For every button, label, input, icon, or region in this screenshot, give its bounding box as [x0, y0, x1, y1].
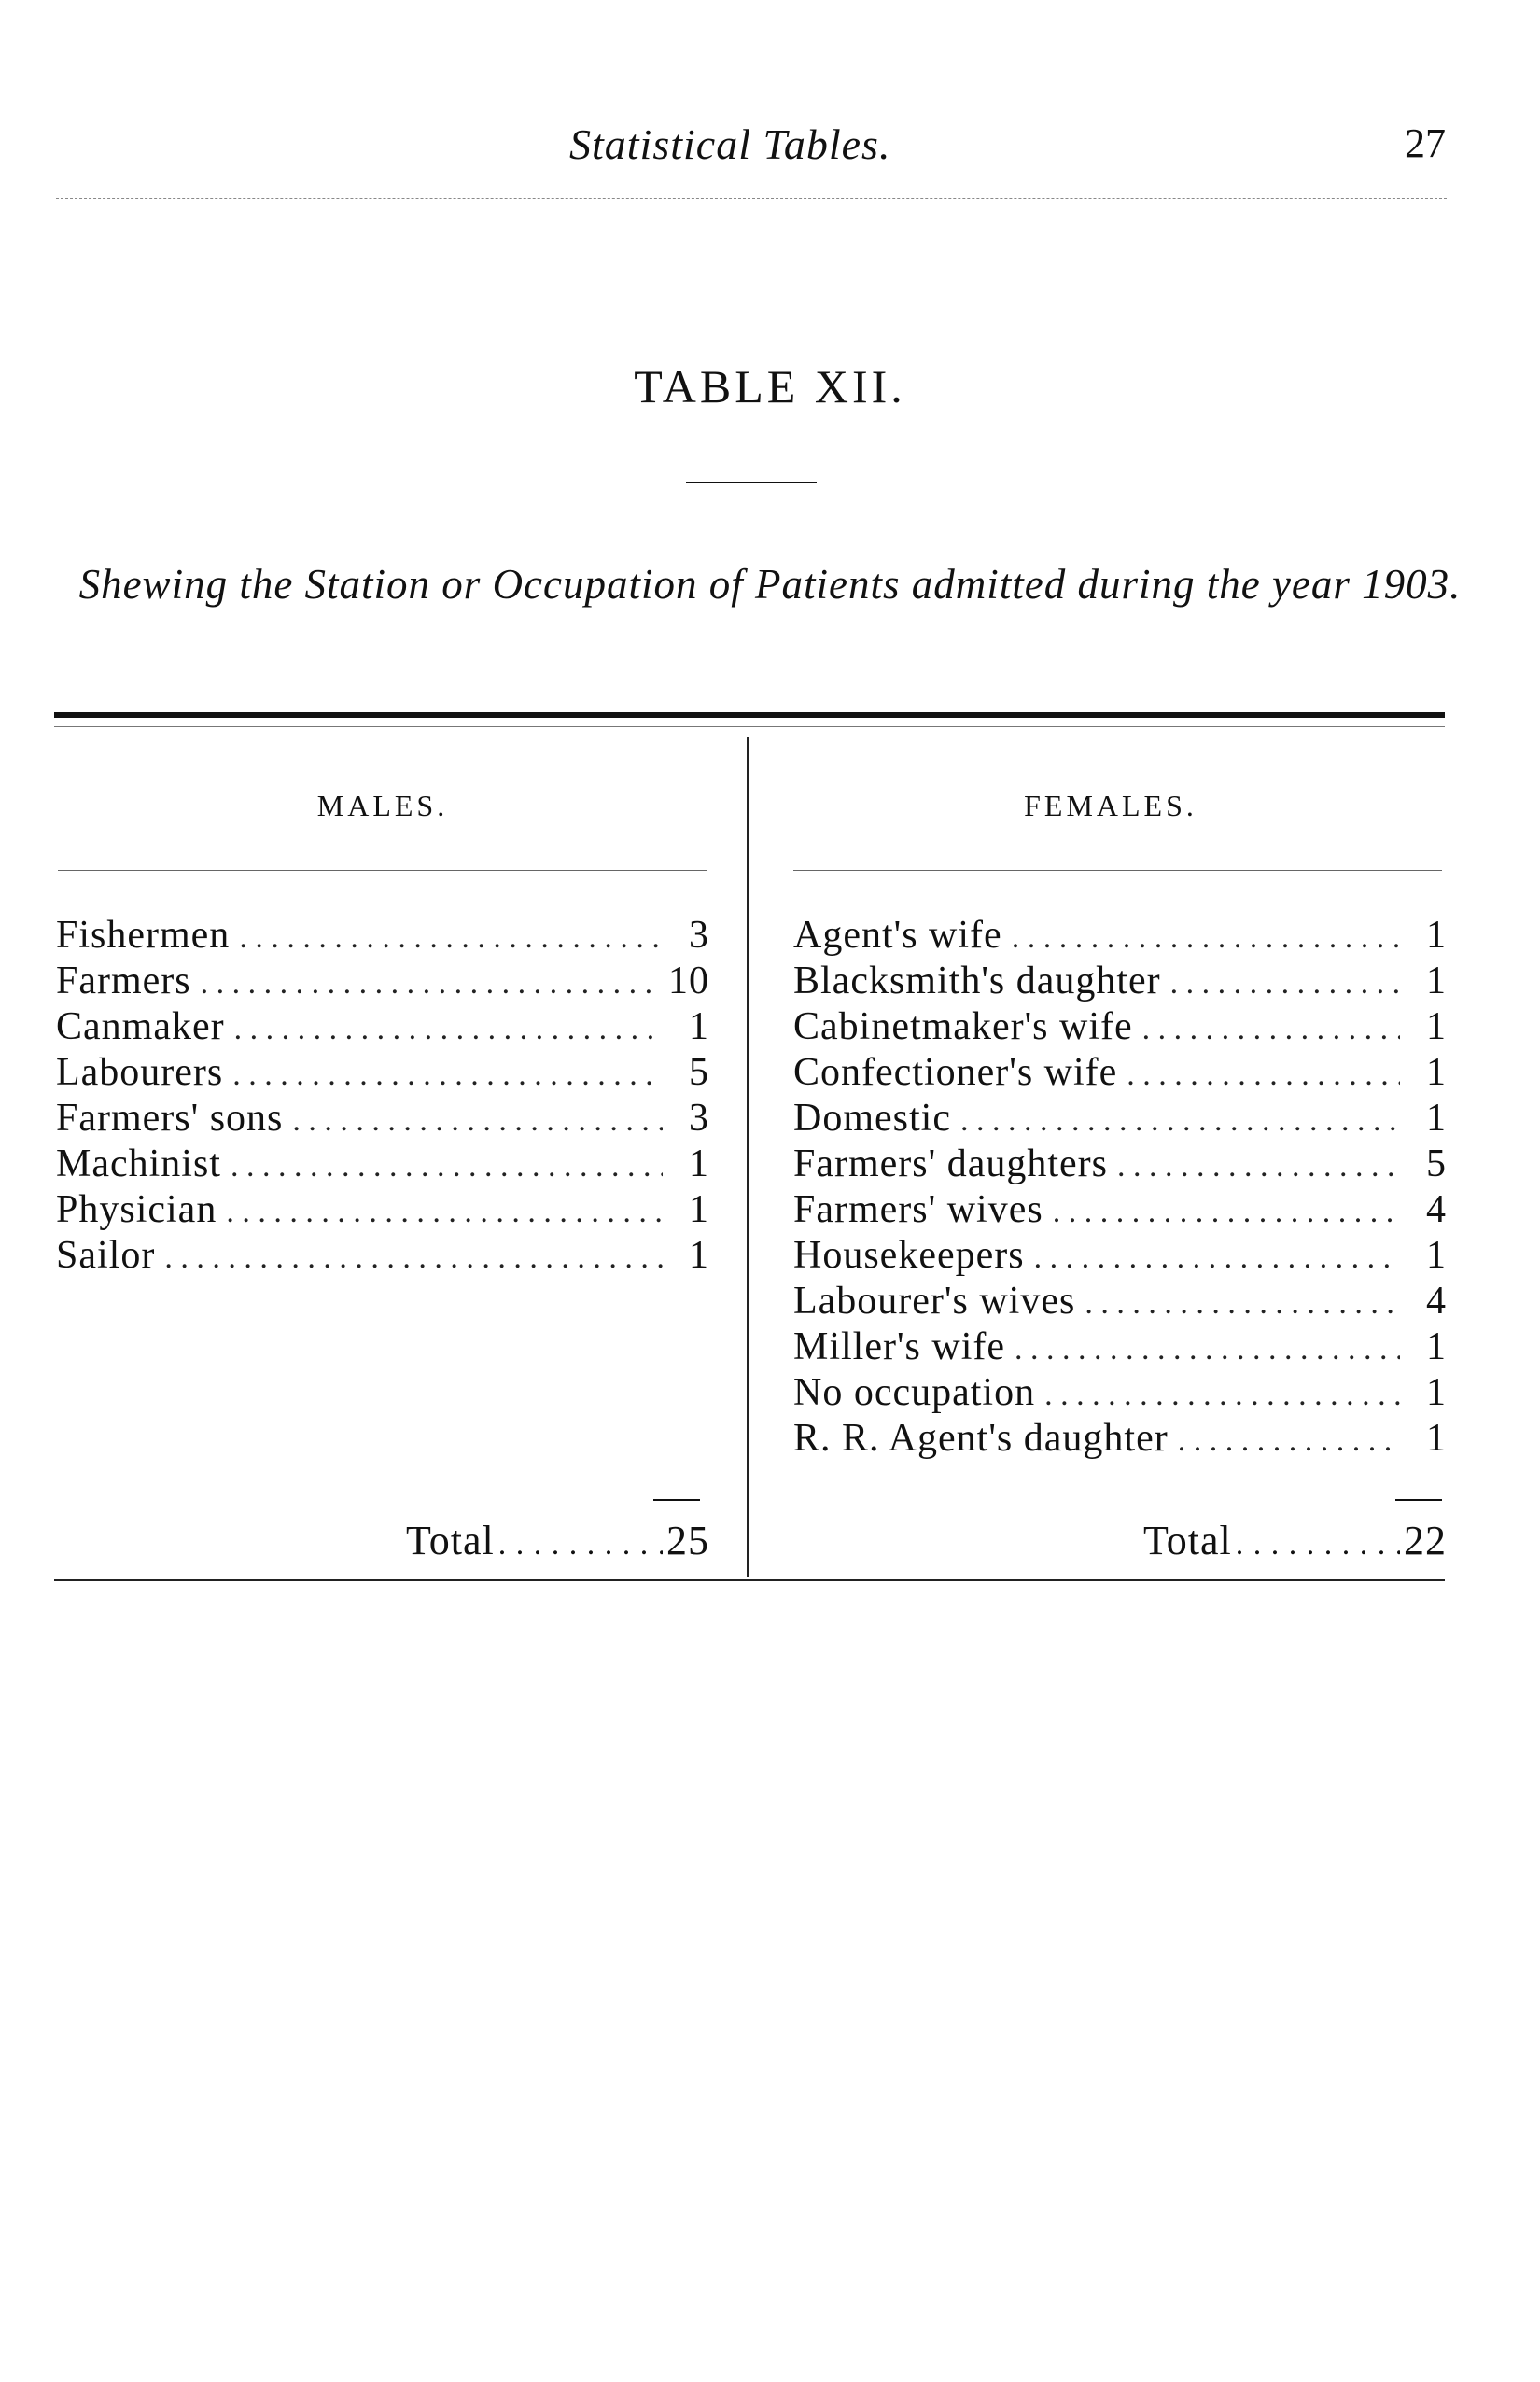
dot-leader: [1034, 1235, 1400, 1281]
males-list: [56, 913, 709, 1279]
occupation-label: Canmaker: [56, 1005, 225, 1048]
males-total: 25: [666, 1518, 709, 1563]
list-item: [793, 1324, 1447, 1370]
dot-leader: [1236, 1520, 1400, 1569]
list-item: [793, 1004, 1447, 1050]
occupation-label: Housekeepers: [793, 1234, 1025, 1277]
occupation-label: Labourers: [56, 1051, 224, 1094]
list-item: [793, 1233, 1447, 1279]
running-header: [0, 119, 1540, 175]
list-item: [793, 913, 1447, 959]
table-top-rule: [54, 712, 1445, 718]
occupation-count: 1: [689, 1005, 709, 1048]
occupation-count: 1: [1426, 914, 1447, 957]
table-bottom-rule: [54, 1579, 1445, 1581]
females-heading: FEMALES.: [1024, 789, 1197, 822]
occupation-count: 1: [1426, 1417, 1447, 1460]
occupation-label: Blacksmith's daughter: [793, 960, 1161, 1002]
table-caption: Shewing the Station or Occupation of Patients admitted during the year 1903.: [78, 561, 1462, 608]
occupation-label: Confectioner's wife: [793, 1051, 1118, 1094]
dot-leader: [1053, 1189, 1400, 1235]
occupation-count: 1: [1426, 1051, 1447, 1094]
list-item: [793, 1187, 1447, 1233]
dot-leader: [232, 1052, 663, 1098]
females-total: 22: [1404, 1518, 1447, 1563]
list-item: [56, 959, 709, 1004]
list-item: [793, 1096, 1447, 1142]
occupation-label: Sailor: [56, 1234, 156, 1277]
occupation-count: 3: [689, 1097, 709, 1140]
dot-leader: [1015, 1326, 1400, 1372]
occupation-count: 1: [1426, 1234, 1447, 1277]
list-item: [793, 1142, 1447, 1187]
list-item: [56, 1096, 709, 1142]
occupation-label: Miller's wife: [793, 1325, 1006, 1368]
occupation-count: 1: [689, 1142, 709, 1185]
dot-leader: [1044, 1372, 1400, 1418]
dot-leader: [1178, 1418, 1400, 1464]
occupation-label: Domestic: [793, 1097, 951, 1140]
dot-leader: [1117, 1143, 1400, 1189]
list-item: [793, 1370, 1447, 1416]
total-label: Total: [406, 1518, 495, 1563]
total-label: Total: [1143, 1518, 1232, 1563]
dot-leader: [1127, 1052, 1400, 1098]
occupation-label: Physician: [56, 1188, 217, 1231]
table-top-thin-rule: [54, 726, 1445, 727]
dot-leader: [292, 1098, 663, 1143]
occupation-count: 1: [1426, 1005, 1447, 1048]
dot-leader: [1170, 960, 1400, 1006]
list-item: [793, 959, 1447, 1004]
list-item: [56, 1004, 709, 1050]
list-item: [56, 1142, 709, 1187]
dot-leader: [201, 960, 659, 1006]
females-heading-rule: [793, 870, 1442, 871]
list-item: [793, 1279, 1447, 1324]
list-item: [793, 1416, 1447, 1462]
occupation-label: No occupation: [793, 1371, 1036, 1414]
dot-leader: [1085, 1281, 1400, 1326]
occupation-label: Labourer's wives: [793, 1280, 1076, 1323]
table-title: TABLE XII.: [634, 360, 906, 413]
occupation-label: Farmers' sons: [56, 1097, 284, 1140]
females-total-row: [1143, 1517, 1447, 1569]
occupation-label: Agent's wife: [793, 914, 1002, 957]
dot-leader: [960, 1098, 1400, 1143]
dot-leader: [239, 915, 663, 960]
occupation-label: Farmers' wives: [793, 1188, 1043, 1231]
males-heading: MALES.: [316, 789, 449, 822]
list-item: [56, 1233, 709, 1279]
females-sum-rule: [1395, 1499, 1442, 1501]
running-title: Statistical Tables.: [569, 120, 891, 168]
occupation-count: 1: [689, 1188, 709, 1231]
list-item: [56, 1050, 709, 1096]
occupation-label: Machinist: [56, 1142, 221, 1185]
occupation-count: 4: [1426, 1280, 1447, 1323]
occupation-count: 1: [1426, 1371, 1447, 1414]
males-sum-rule: [653, 1499, 700, 1501]
occupation-count: 5: [1426, 1142, 1447, 1185]
list-item: [56, 1187, 709, 1233]
occupation-label: Fishermen: [56, 914, 231, 957]
occupation-label: Cabinetmaker's wife: [793, 1005, 1133, 1048]
dot-leader: [234, 1006, 663, 1052]
dot-leader: [498, 1520, 663, 1569]
list-item: [56, 913, 709, 959]
males-heading-rule: [58, 870, 707, 871]
list-item: [793, 1050, 1447, 1096]
occupation-count: 10: [668, 960, 709, 1002]
occupation-label: Farmers: [56, 960, 191, 1002]
occupation-count: 1: [1426, 960, 1447, 1002]
occupation-label: R. R. Agent's daughter: [793, 1417, 1169, 1460]
females-list: [793, 913, 1447, 1462]
column-divider: [747, 737, 749, 1577]
dot-leader: [1012, 915, 1400, 960]
occupation-count: 1: [689, 1234, 709, 1277]
page-number: 27: [1405, 120, 1446, 166]
dot-leader: [226, 1189, 663, 1235]
title-rule: [686, 482, 817, 483]
occupation-label: Farmers' daughters: [793, 1142, 1108, 1185]
dot-leader: [164, 1235, 663, 1281]
occupation-count: 1: [1426, 1097, 1447, 1140]
header-rule: [56, 198, 1447, 199]
males-total-row: [406, 1517, 709, 1569]
occupation-count: 1: [1426, 1325, 1447, 1368]
dot-leader: [231, 1143, 663, 1189]
occupation-count: 3: [689, 914, 709, 957]
occupation-count: 5: [689, 1051, 709, 1094]
occupation-count: 4: [1426, 1188, 1447, 1231]
dot-leader: [1142, 1006, 1400, 1052]
